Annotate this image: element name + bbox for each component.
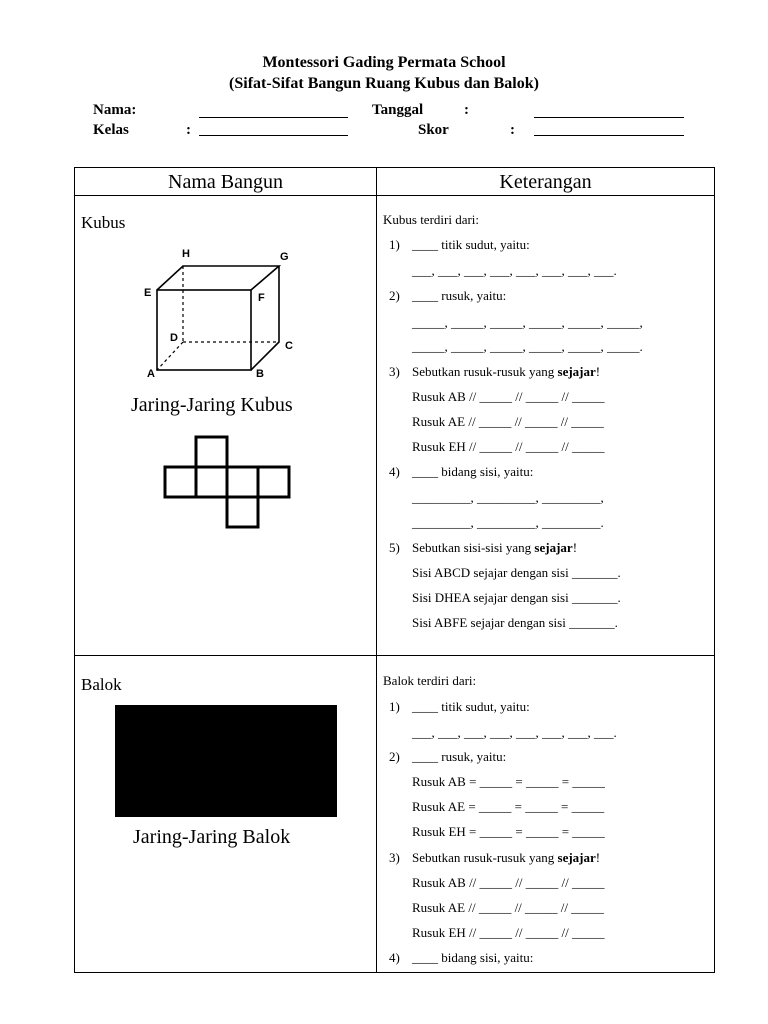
balok-q4-num: 4) (389, 950, 400, 965)
column-header-keterangan: Keterangan (499, 171, 592, 193)
kubus-q1: ____ titik sudut, yaitu: (412, 237, 530, 252)
balok-q1-num: 1) (389, 699, 400, 714)
kubus-sisi-dhea[interactable]: Sisi DHEA sejajar dengan sisi _______. (412, 590, 621, 605)
vertex-f: F (258, 292, 265, 304)
balok-q1-blanks[interactable]: ___, ___, ___, ___, ___, ___, ___, ___. (412, 725, 617, 740)
balok-rusuk-eh-parallel[interactable]: Rusuk EH // _____ // _____ // _____ (412, 925, 605, 940)
balok-rusuk-ab-parallel[interactable]: Rusuk AB // _____ // _____ // _____ (412, 875, 605, 890)
balok-q1: ____ titik sudut, yaitu: (412, 699, 530, 714)
balok-q2-num: 2) (389, 749, 400, 764)
kubus-q3: Sebutkan rusuk-rusuk yang sejajar! (412, 364, 601, 379)
kubus-q4: ____ bidang sisi, yaitu: (412, 464, 534, 479)
balok-q4: ____ bidang sisi, yaitu: (412, 950, 534, 965)
balok-q3: Sebutkan rusuk-rusuk yang sejajar! (412, 850, 601, 865)
cube-top-face (157, 266, 279, 290)
column-divider (376, 168, 377, 972)
kubus-q3-num: 3) (389, 364, 400, 379)
skor-colon: : (510, 122, 515, 138)
jaring-balok-title: Jaring-Jaring Balok (133, 826, 291, 848)
vertex-a: A (147, 368, 155, 380)
worksheet-table (74, 167, 715, 973)
balok-rusuk-ae-equal[interactable]: Rusuk AE = _____ = _____ = _____ (412, 799, 605, 814)
vertex-b: B (256, 368, 264, 380)
cube-front-face (157, 290, 251, 370)
kubus-q2: ____ rusuk, yaitu: (412, 288, 507, 303)
kubus-label: Kubus (81, 213, 126, 232)
kubus-rusuk-eh[interactable]: Rusuk EH // _____ // _____ // _____ (412, 439, 605, 454)
cube-diagram (75, 168, 375, 548)
tanggal-label: Tanggal (372, 102, 424, 118)
cube-net (165, 437, 289, 527)
jaring-kubus-title: Jaring-Jaring Kubus (131, 394, 293, 416)
kubus-q4-num: 4) (389, 464, 400, 479)
skor-field[interactable] (534, 135, 684, 136)
balok-rusuk-ae-parallel[interactable]: Rusuk AE // _____ // _____ // _____ (412, 900, 604, 915)
kubus-q4-blanks-1[interactable]: _________, _________, _________, (412, 490, 604, 505)
balok-q2: ____ rusuk, yaitu: (412, 749, 507, 764)
balok-diagram-redacted (115, 705, 337, 817)
kubus-q4-blanks-2[interactable]: _________, _________, _________. (412, 515, 604, 530)
worksheet-subtitle: (Sifat-Sifat Bangun Ruang Kubus dan Balok) (229, 75, 539, 92)
vertex-h: H (182, 248, 190, 260)
kubus-q2-blanks-1[interactable]: _____, _____, _____, _____, _____, _____, (412, 315, 643, 330)
nama-field[interactable] (199, 117, 348, 118)
kubus-q5: Sebutkan sisi-sisi yang sejajar! (412, 540, 578, 555)
kubus-q1-num: 1) (389, 237, 400, 252)
kelas-colon: : (186, 122, 191, 138)
balok-intro: Balok terdiri dari: (383, 673, 477, 688)
kubus-q1-blanks[interactable]: ___, ___, ___, ___, ___, ___, ___, ___. (412, 263, 617, 278)
kubus-sisi-abfe[interactable]: Sisi ABFE sejajar dengan sisi _______. (412, 615, 618, 630)
kubus-rusuk-ab[interactable]: Rusuk AB // _____ // _____ // _____ (412, 389, 605, 404)
kubus-q2-num: 2) (389, 288, 400, 303)
balok-q3-num: 3) (389, 850, 400, 865)
kubus-q2-blanks-2[interactable]: _____, _____, _____, _____, _____, _____. (412, 339, 643, 354)
tanggal-colon: : (464, 102, 469, 118)
vertex-c: C (285, 340, 293, 352)
kelas-field[interactable] (199, 135, 348, 136)
kubus-intro: Kubus terdiri dari: (383, 212, 480, 227)
vertex-g: G (280, 251, 289, 263)
nama-label: Nama: (93, 102, 137, 118)
section-divider (75, 655, 714, 656)
worksheet-header (0, 52, 768, 94)
skor-label: Skor (418, 122, 449, 138)
kubus-rusuk-ae[interactable]: Rusuk AE // _____ // _____ // _____ (412, 414, 604, 429)
vertex-d: D (170, 332, 178, 344)
tanggal-field[interactable] (534, 117, 684, 118)
kubus-q5-num: 5) (389, 540, 400, 555)
kubus-sisi-abcd[interactable]: Sisi ABCD sejajar dengan sisi _______. (412, 565, 621, 580)
kelas-label: Kelas (93, 122, 129, 138)
balok-label: Balok (81, 675, 122, 694)
balok-rusuk-ab-equal[interactable]: Rusuk AB = _____ = _____ = _____ (412, 774, 605, 789)
school-name: Montessori Gading Permata School (262, 54, 506, 71)
vertex-e: E (144, 287, 152, 299)
column-header-nama-bangun: Nama Bangun (168, 171, 283, 193)
cube-right-edge (251, 266, 279, 370)
balok-rusuk-eh-equal[interactable]: Rusuk EH = _____ = _____ = _____ (412, 824, 605, 839)
